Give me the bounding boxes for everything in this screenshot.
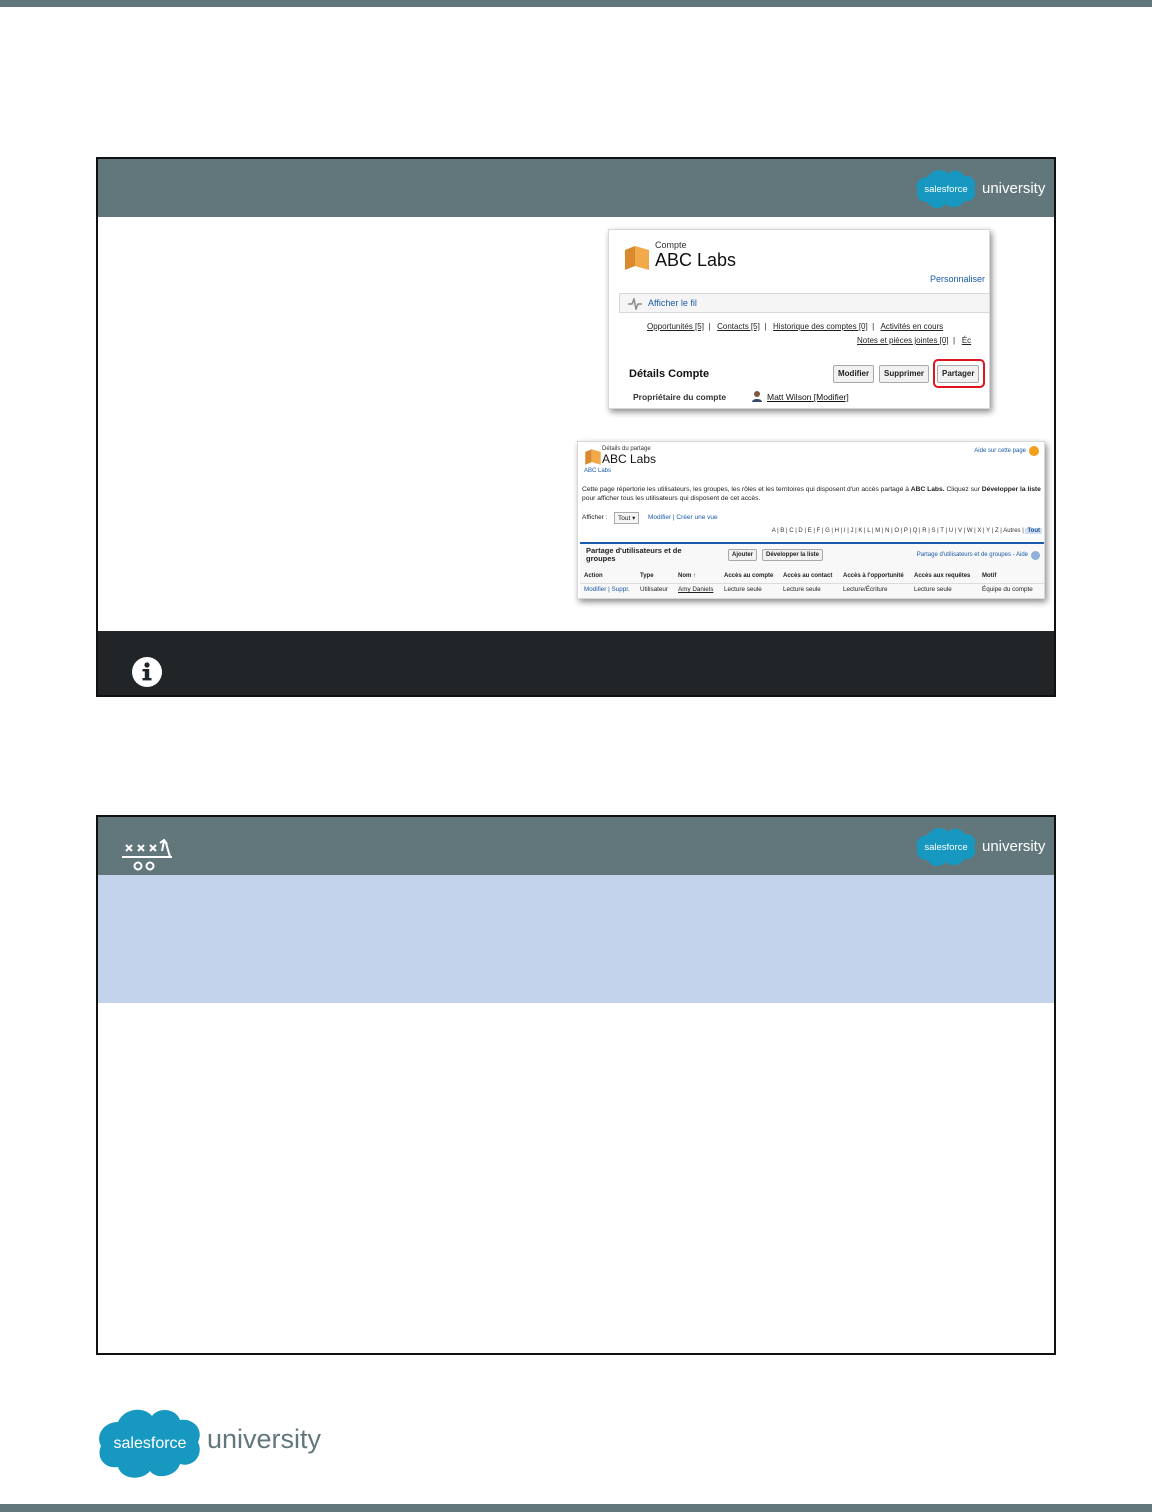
column-header: Type: [640, 573, 654, 579]
show-feed-link[interactable]: Afficher le fil: [648, 298, 697, 308]
svg-text:university: university: [982, 180, 1046, 197]
folder-icon: [623, 244, 651, 272]
description-record: ABC Labs.: [910, 486, 945, 493]
row-contact-access: Lecture seule: [783, 586, 821, 593]
edit-button[interactable]: Modifier: [833, 365, 874, 383]
object-label: Détails du partage: [602, 446, 651, 452]
related-links-row-1: Opportunités [5] | Contacts [5] | Historique des comptes [0] | Activités en cours: [647, 322, 944, 331]
related-link-open-activities[interactable]: Activités en cours: [880, 322, 944, 331]
record-title: ABC Labs: [655, 250, 737, 270]
related-list-title: Partage d'utilisateurs et de groupes: [586, 546, 682, 563]
breadcrumb[interactable]: ABC Labs: [584, 468, 612, 474]
feed-icon: [628, 298, 642, 310]
related-link-notes-attachments[interactable]: Notes et pièces jointes [0]: [857, 336, 949, 345]
svg-text:salesforce: salesforce: [113, 1435, 187, 1452]
row-opportunity-access: Lecture/Écriture: [843, 586, 888, 593]
description-button-name: Développer la liste: [981, 486, 1041, 493]
record-title: ABC Labs: [602, 452, 657, 466]
share-button-highlight: [933, 359, 985, 388]
sharing-description: [582, 485, 1042, 503]
column-header: Accès à l'opportunité: [843, 573, 904, 579]
slide-header: [98, 159, 1054, 217]
delete-button[interactable]: Supprimer: [879, 365, 929, 383]
add-button[interactable]: Ajouter: [728, 549, 757, 561]
share-button[interactable]: Partager: [937, 365, 979, 383]
user-avatar-icon: [751, 390, 763, 402]
related-link-truncated[interactable]: Éc: [961, 336, 972, 345]
expand-list-button[interactable]: Développer la liste: [762, 549, 823, 561]
svg-text:salesforce: salesforce: [924, 842, 968, 853]
column-header: Motif: [982, 573, 997, 579]
help-icon[interactable]: [1031, 551, 1040, 560]
object-label: Compte: [655, 240, 687, 250]
folder-icon: [584, 448, 602, 466]
playbook-icon: [118, 835, 176, 875]
user-group-sharing-list: [580, 542, 1044, 598]
svg-text:salesforce: salesforce: [924, 184, 968, 195]
page-help-link[interactable]: Aide sur cette page: [974, 448, 1026, 454]
top-border-bar: [0, 0, 1152, 7]
row-account-access: Lecture seule: [724, 586, 762, 593]
customize-link[interactable]: Personnaliser: [929, 274, 985, 284]
view-edit-create-links[interactable]: Modifier | Créer une vue: [648, 514, 718, 521]
slide-exercise: [96, 815, 1056, 1355]
info-bar: [98, 631, 1054, 695]
related-list-help-link[interactable]: Partage d'utilisateurs et de groupes - Aide: [916, 552, 1028, 558]
alphabet-selected[interactable]: Tout: [1027, 528, 1040, 534]
description-text: Cliquez sur: [944, 486, 982, 493]
row-name-link[interactable]: Amy Daniels: [678, 586, 714, 593]
salesforce-university-logo: [914, 165, 1048, 211]
view-select[interactable]: Tout ▾: [614, 512, 639, 524]
column-header: Accès au contact: [783, 573, 833, 579]
feed-toggle-bar[interactable]: [619, 293, 990, 313]
alphabet-filter[interactable]: [772, 528, 1042, 534]
row-reason: Équipe du compte: [982, 586, 1033, 593]
bottom-border-bar: [0, 1504, 1152, 1512]
svg-text:university: university: [207, 1424, 322, 1454]
owner-change-link[interactable]: [Modifier]: [813, 392, 849, 402]
owner-label: Propriétaire du compte: [633, 392, 727, 402]
description-text: Cette page répertorie les utilisateurs, les groupes, les rôles et les territoires qui disposent d'un accès partagé à: [582, 486, 911, 493]
view-label: Afficher :: [582, 514, 608, 521]
row-case-access: Lecture seule: [914, 586, 952, 593]
related-link-contacts[interactable]: Contacts [5]: [717, 322, 760, 331]
row-type: Utilisateur: [640, 586, 668, 593]
slide-header: [98, 817, 1054, 875]
help-icon[interactable]: [1029, 446, 1039, 456]
related-links-row-2: Notes et pièces jointes [0] | Éc: [857, 336, 972, 345]
slide-account-sharing: [96, 157, 1056, 697]
salesforce-university-logo: [914, 823, 1048, 869]
row-action-links[interactable]: Modifier | Suppr.: [584, 586, 630, 593]
column-header[interactable]: Nom ↑: [678, 573, 696, 579]
svg-text:university: university: [982, 838, 1046, 855]
info-icon: [128, 653, 166, 691]
account-detail-screenshot: [608, 229, 990, 409]
exercise-band: [98, 875, 1054, 1003]
column-header: Action: [584, 573, 603, 579]
related-link-opportunities[interactable]: Opportunités [5]: [647, 322, 704, 331]
owner-value: [767, 392, 849, 402]
alphabet-letters[interactable]: A | B | C | D | E | F | G | H | I | J | K | L | M | N | O | P | Q | R | S | T | U | V | W | X | Y | Z | Autres |: [771, 528, 1024, 534]
sharing-detail-screenshot: [577, 441, 1045, 599]
column-header: Accès au compte: [724, 573, 774, 579]
description-text: pour afficher tous les utilisateurs qui disposent de cet accès.: [582, 495, 761, 502]
owner-name-link[interactable]: Matt Wilson: [767, 392, 812, 402]
salesforce-university-logo: [96, 1402, 328, 1482]
row-divider: [580, 583, 1044, 584]
column-header: Accès aux requêtes: [914, 573, 971, 579]
section-title: Détails Compte: [629, 368, 710, 380]
related-link-account-history[interactable]: Historique des comptes [0]: [773, 322, 868, 331]
